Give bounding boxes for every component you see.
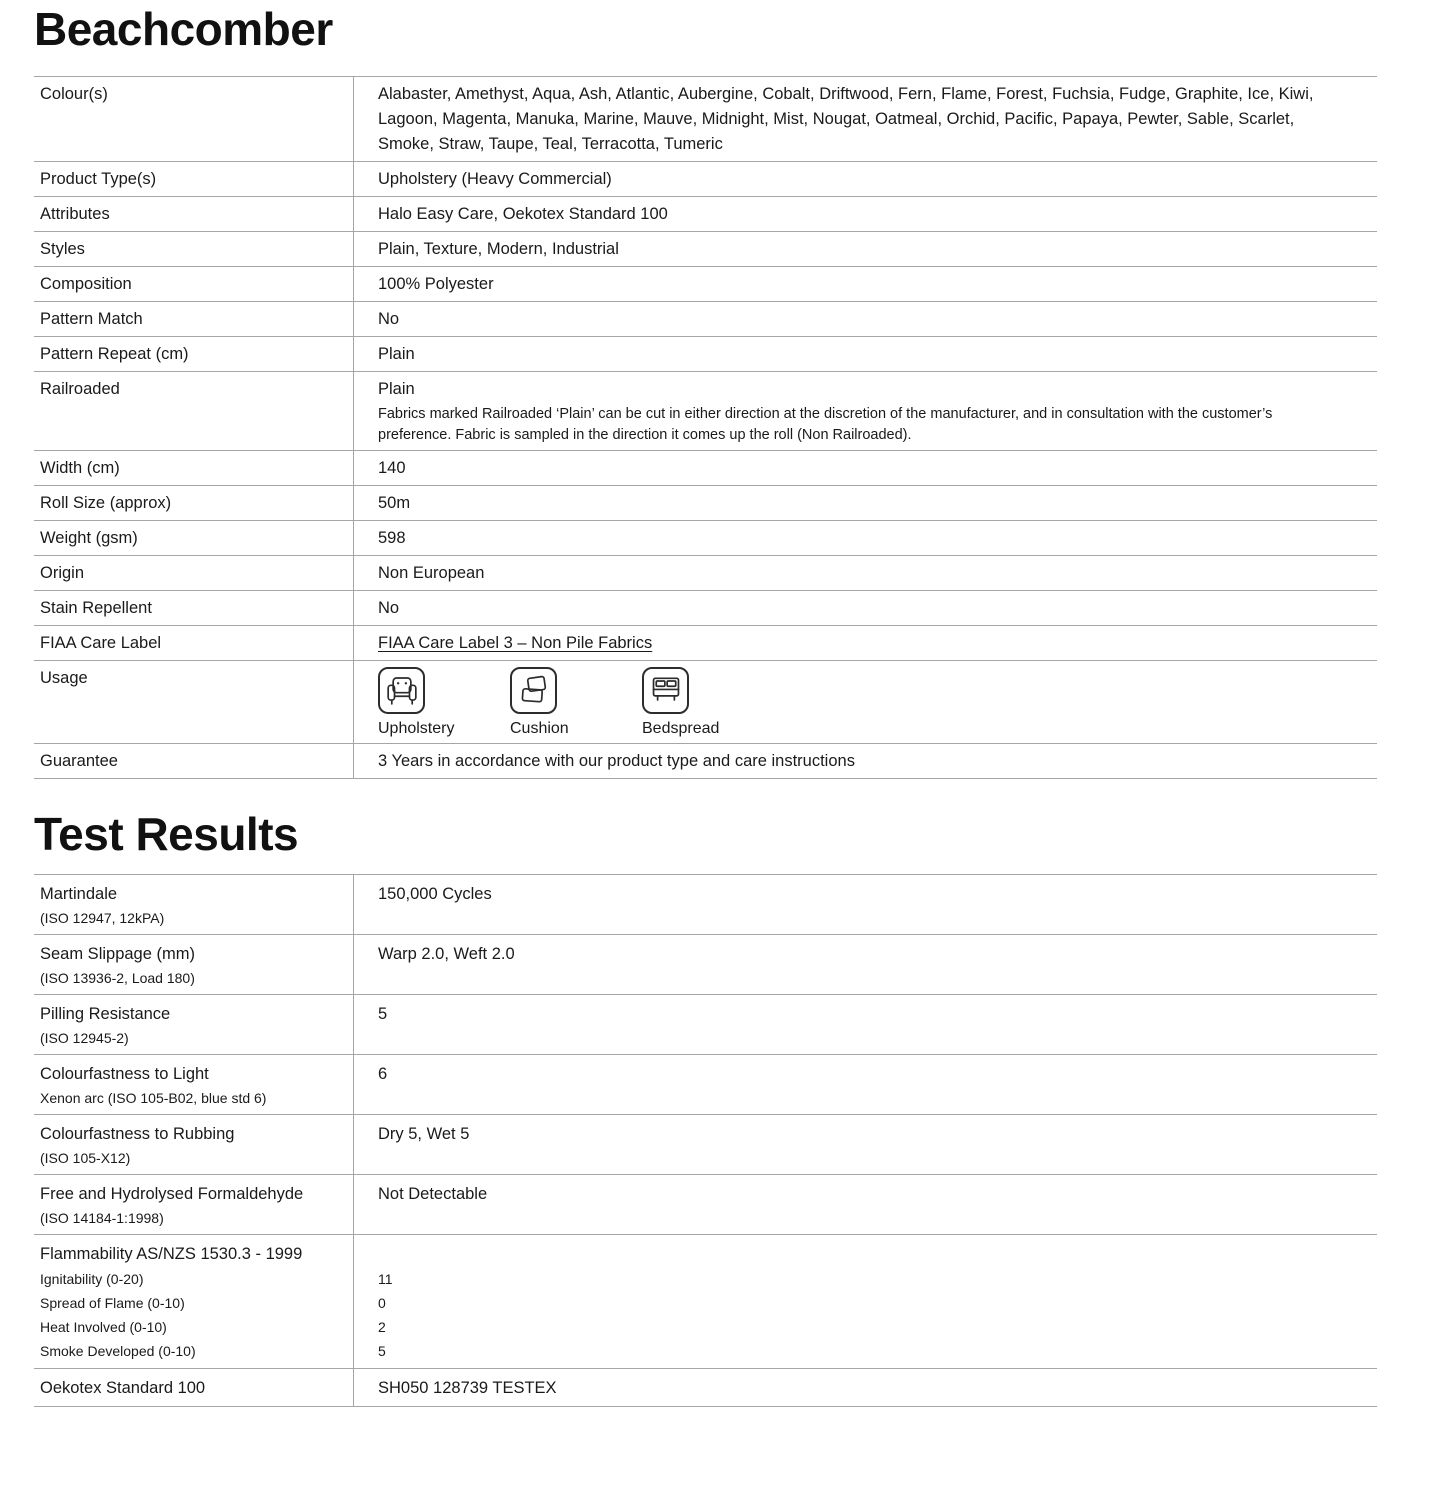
test-row-seam-slippage [34, 935, 1377, 995]
flammability-sub-label: Smoke Developed (0-10) [40, 1343, 196, 1359]
spec-row-pattern-repeat [34, 337, 1377, 372]
test-row-formaldehyde [34, 1175, 1377, 1235]
test-standard: (ISO 13936-2, Load 180) [40, 970, 195, 986]
test-value [353, 1235, 1377, 1368]
test-standard: (ISO 105-X12) [40, 1150, 131, 1166]
test-value: Warp 2.0, Weft 2.0 [353, 935, 1377, 994]
spec-value: 100% Polyester [353, 267, 1377, 301]
flammability-spacer [378, 1242, 1349, 1267]
test-value: SH050 128739 TESTEX [353, 1369, 1377, 1406]
spec-row-stain-repellent [34, 591, 1377, 626]
spec-row-origin [34, 556, 1377, 591]
spec-label: Styles [40, 240, 85, 258]
usage-item-upholstery [378, 667, 510, 739]
page-title: Beachcomber [34, 3, 333, 55]
upholstery-icon [378, 667, 425, 714]
spec-row-styles [34, 232, 1377, 267]
test-row-colourfastness-light [34, 1055, 1377, 1115]
spec-row-weight [34, 521, 1377, 556]
spec-label: Composition [40, 275, 132, 293]
spec-row-guarantee [34, 744, 1377, 779]
test-value: 6 [353, 1055, 1377, 1114]
spec-label: Railroaded [40, 380, 120, 398]
spec-value: Plain, Texture, Modern, Industrial [353, 232, 1377, 266]
spec-value: Non European [353, 556, 1377, 590]
spec-value: No [353, 591, 1377, 625]
spec-value: 50m [353, 486, 1377, 520]
spec-row-care-label [34, 626, 1377, 661]
flammability-sub-value: 5 [378, 1343, 386, 1359]
spec-row-pattern-match [34, 302, 1377, 337]
spec-label: Roll Size (approx) [40, 494, 172, 512]
spec-value: Alabaster, Amethyst, Aqua, Ash, Atlantic, Aubergine, Cobalt, Driftwood, Fern, Flame, Forest, Fuchsia, Fudge, Graphite, Ice, Kiwi, Lagoon, Magenta, Manuka, Marine, Mauve, Midnight, Mist, Nougat, Oatmeal, Orchid, Pacific, Papaya, Pewter, Sable, Scarlet, Smoke, Straw, Taupe, Teal, Terracotta, Tumeric [353, 77, 1377, 161]
cushion-icon [510, 667, 557, 714]
test-label: Seam Slippage (mm) (ISO 13936-2, Load 180) [34, 935, 353, 994]
spec-row-roll-size [34, 486, 1377, 521]
usage-icons [378, 666, 1349, 739]
test-value: 150,000 Cycles [353, 875, 1377, 934]
spec-label: Weight (gsm) [40, 529, 138, 547]
flammability-sub-value: 0 [378, 1295, 386, 1311]
test-standard: (ISO 12945-2) [40, 1030, 129, 1046]
spec-value [353, 661, 1377, 743]
spec-label: Pattern Repeat (cm) [40, 345, 189, 363]
spec-value: 140 [353, 451, 1377, 485]
test-row-flammability [34, 1235, 1377, 1369]
flammability-sub-label: Spread of Flame (0-10) [40, 1295, 185, 1311]
spec-row-railroaded [34, 372, 1377, 451]
test-label: Colourfastness to Rubbing (ISO 105-X12) [34, 1115, 353, 1174]
test-row-pilling-resistance [34, 995, 1377, 1055]
spec-row-product-type [34, 162, 1377, 197]
flammability-sub-value: 11 [378, 1271, 393, 1287]
spec-row-attributes [34, 197, 1377, 232]
test-results-title: Test Results [34, 808, 299, 860]
bedspread-icon [642, 667, 689, 714]
usage-caption: Upholstery [378, 720, 455, 737]
usage-item-bedspread [642, 667, 774, 739]
product-spec-table [34, 76, 1377, 779]
flammability-sub-label: Heat Involved (0-10) [40, 1319, 167, 1335]
spec-label: Guarantee [40, 752, 118, 770]
spec-label: FIAA Care Label [40, 634, 162, 652]
spec-label: Pattern Match [40, 310, 143, 328]
test-row-martindale [34, 875, 1377, 935]
test-label: Martindale (ISO 12947, 12kPA) [34, 875, 353, 934]
spec-value: Halo Easy Care, Oekotex Standard 100 [353, 197, 1377, 231]
usage-caption: Cushion [510, 720, 569, 737]
test-value: 5 [353, 995, 1377, 1054]
spec-label: Attributes [40, 205, 110, 223]
test-results-table [34, 874, 1377, 1407]
spec-value: 3 Years in accordance with our product type and care instructions [353, 744, 1377, 778]
test-value: Dry 5, Wet 5 [353, 1115, 1377, 1174]
usage-caption: Bedspread [642, 720, 720, 737]
test-row-oekotex [34, 1369, 1377, 1407]
spec-value [353, 626, 1377, 660]
test-label: Flammability AS/NZS 1530.3 - 1999 Ignitability (0-20) Spread of Flame (0-10) Heat Involved (0-10) Smoke Developed (0-10) [34, 1235, 353, 1368]
test-label: Colourfastness to Light Xenon arc (ISO 105-B02, blue std 6) [34, 1055, 353, 1114]
spec-value [353, 372, 1377, 450]
railroaded-note: Fabrics marked Railroaded ‘Plain’ can be cut in either direction at the discretion of the manufacturer, and in consultation with the customer’s preference. Fabric is sampled in the direction it comes up the roll (Non Railroaded). [378, 406, 1273, 443]
test-label: Free and Hydrolysed Formaldehyde (ISO 14184-1:1998) [34, 1175, 353, 1234]
care-label-link[interactable]: FIAA Care Label 3 – Non Pile Fabrics [378, 634, 653, 652]
spec-row-usage [34, 661, 1377, 744]
flammability-sub-value: 2 [378, 1319, 386, 1335]
test-standard: (ISO 12947, 12kPA) [40, 910, 165, 926]
spec-value: No [353, 302, 1377, 336]
spec-label: Origin [40, 564, 85, 582]
spec-value: Upholstery (Heavy Commercial) [353, 162, 1377, 196]
test-row-colourfastness-rubbing [34, 1115, 1377, 1175]
spec-row-colours [34, 77, 1377, 162]
spec-label: Colour(s) [40, 85, 108, 103]
flammability-sub-label: Ignitability (0-20) [40, 1271, 144, 1287]
test-standard: (ISO 14184-1:1998) [40, 1210, 164, 1226]
spec-label: Width (cm) [40, 459, 120, 477]
spec-label: Product Type(s) [40, 170, 157, 188]
railroaded-value: Plain [378, 380, 415, 398]
spec-row-composition [34, 267, 1377, 302]
spec-label: Usage [40, 669, 88, 687]
test-label: Pilling Resistance (ISO 12945-2) [34, 995, 353, 1054]
usage-item-cushion [510, 667, 642, 739]
spec-value: Plain [353, 337, 1377, 371]
spec-value: 598 [353, 521, 1377, 555]
test-label: Oekotex Standard 100 [40, 1379, 206, 1397]
test-value: Not Detectable [353, 1175, 1377, 1234]
spec-row-width [34, 451, 1377, 486]
test-standard: Xenon arc (ISO 105-B02, blue std 6) [40, 1090, 267, 1106]
spec-label: Stain Repellent [40, 599, 152, 617]
